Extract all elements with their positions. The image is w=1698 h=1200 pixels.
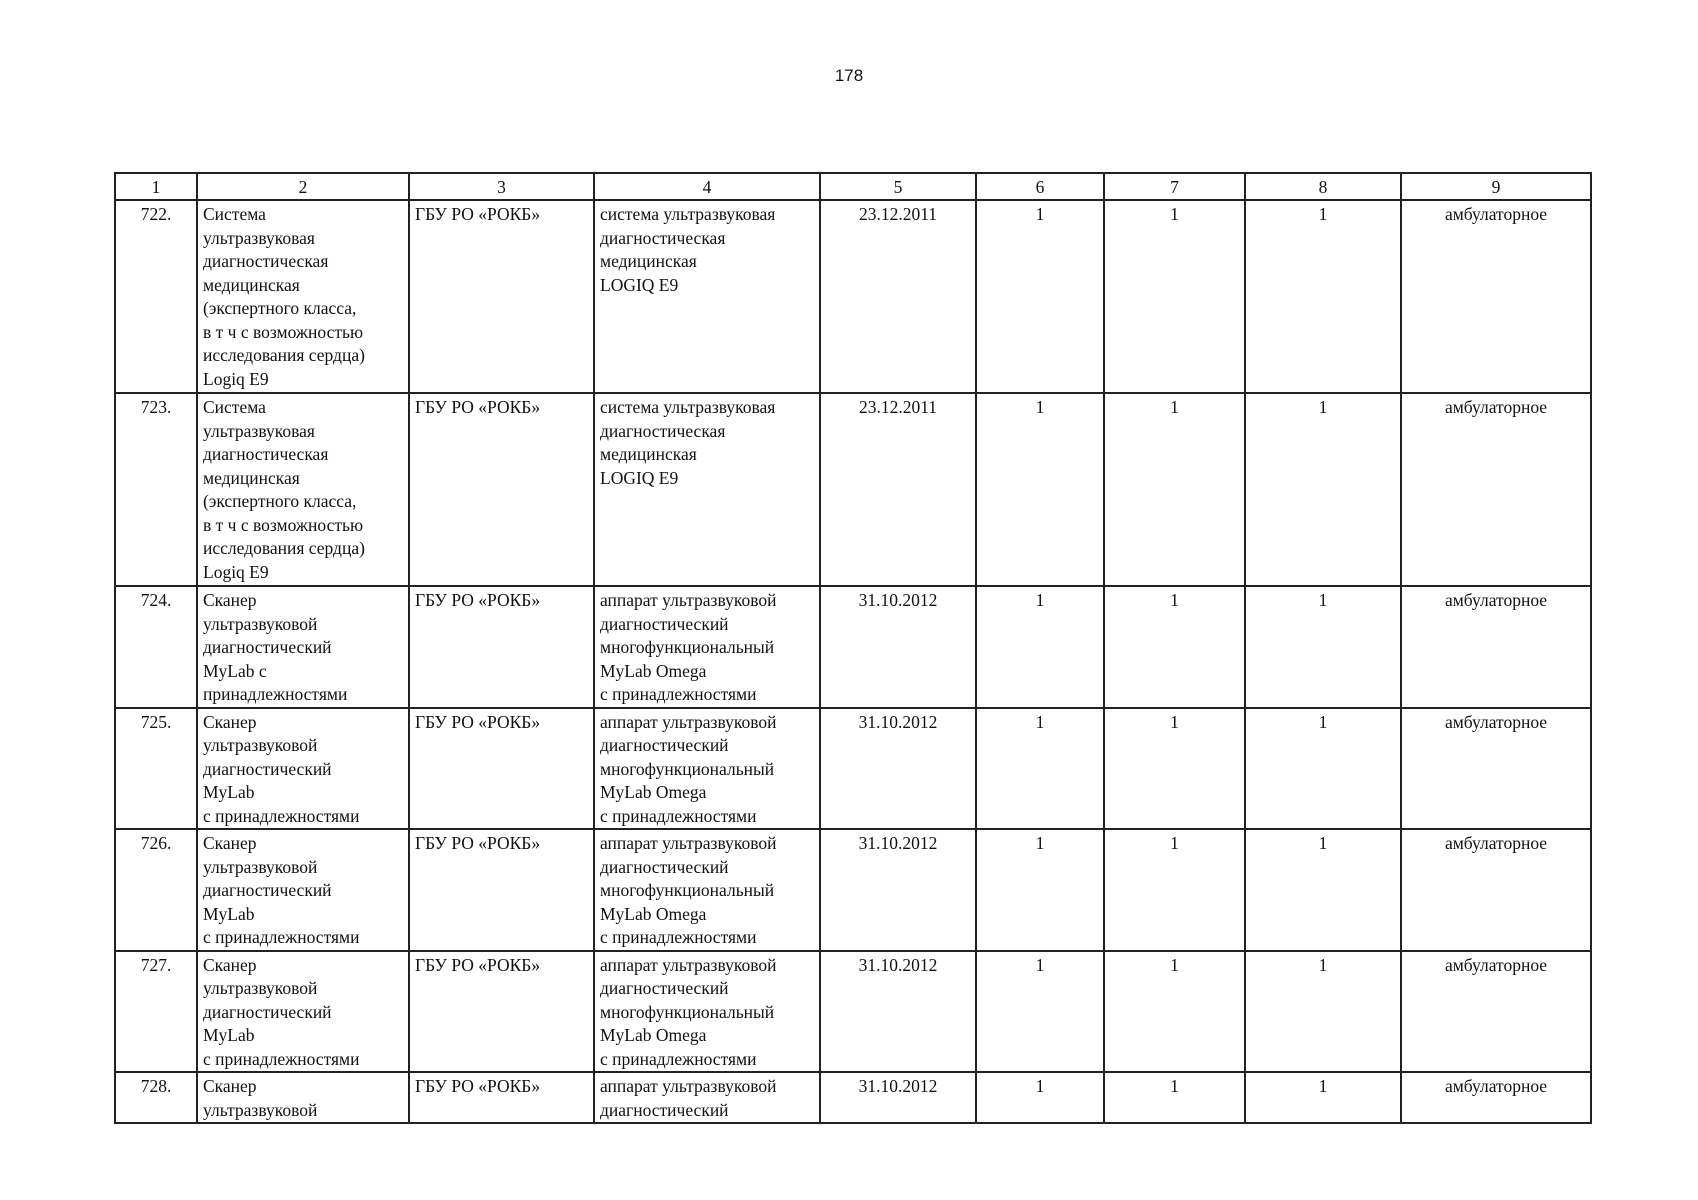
date-cell: 31.10.2012 [820, 951, 976, 1073]
equipment-model: аппарат ультразвуковой диагностический многофункциональный MyLab Omega с принадлежностями [594, 586, 820, 708]
column-7-value: 1 [1104, 708, 1245, 830]
table-row [115, 708, 1591, 830]
column-7-value: 1 [1104, 1072, 1245, 1123]
organization: ГБУ РО «РОКБ» [409, 200, 594, 393]
column-8-value: 1 [1245, 829, 1401, 951]
column-header-4: 4 [594, 173, 820, 200]
equipment-model: система ультразвуковая диагностическая медицинская LOGIQ E9 [594, 200, 820, 393]
table-row [115, 393, 1591, 586]
care-mode: амбулаторное [1401, 586, 1591, 708]
column-header-9: 9 [1401, 173, 1591, 200]
organization: ГБУ РО «РОКБ» [409, 393, 594, 586]
column-6-value: 1 [976, 708, 1104, 830]
row-number: 725. [115, 708, 197, 830]
date-cell: 23.12.2011 [820, 393, 976, 586]
date-cell: 31.10.2012 [820, 1072, 976, 1123]
equipment-name: Сканер ультразвуковой диагностический MyLab с принадлежностями [197, 829, 409, 951]
equipment-model: система ультразвуковая диагностическая медицинская LOGIQ E9 [594, 393, 820, 586]
equipment-model: аппарат ультразвуковой диагностический многофункциональный MyLab Omega с принадлежностями [594, 951, 820, 1073]
equipment-name: Система ультразвуковая диагностическая медицинская (экспертного класса, в т ч с возможностью исследования сердца) Logiq E9 [197, 200, 409, 393]
row-number: 726. [115, 829, 197, 951]
row-number: 727. [115, 951, 197, 1073]
care-mode: амбулаторное [1401, 200, 1591, 393]
row-number: 728. [115, 1072, 197, 1123]
column-7-value: 1 [1104, 951, 1245, 1073]
date-cell: 23.12.2011 [820, 200, 976, 393]
column-header-6: 6 [976, 173, 1104, 200]
column-header-8: 8 [1245, 173, 1401, 200]
equipment-name: Сканер ультразвуковой диагностический MyLab с принадлежностями [197, 951, 409, 1073]
column-6-value: 1 [976, 951, 1104, 1073]
column-7-value: 1 [1104, 200, 1245, 393]
column-6-value: 1 [976, 829, 1104, 951]
table-header-row [115, 173, 1591, 200]
table-row [115, 1072, 1591, 1123]
organization: ГБУ РО «РОКБ» [409, 951, 594, 1073]
row-number: 724. [115, 586, 197, 708]
equipment-registry-table [114, 172, 1592, 1124]
column-8-value: 1 [1245, 200, 1401, 393]
equipment-name: Система ультразвуковая диагностическая медицинская (экспертного класса, в т ч с возможностью исследования сердца) Logiq E9 [197, 393, 409, 586]
column-7-value: 1 [1104, 829, 1245, 951]
care-mode: амбулаторное [1401, 708, 1591, 830]
column-8-value: 1 [1245, 708, 1401, 830]
column-8-value: 1 [1245, 393, 1401, 586]
date-cell: 31.10.2012 [820, 708, 976, 830]
column-header-2: 2 [197, 173, 409, 200]
column-6-value: 1 [976, 200, 1104, 393]
equipment-model: аппарат ультразвуковой диагностический [594, 1072, 820, 1123]
care-mode: амбулаторное [1401, 393, 1591, 586]
equipment-name: Сканер ультразвуковой [197, 1072, 409, 1123]
column-6-value: 1 [976, 586, 1104, 708]
column-header-5: 5 [820, 173, 976, 200]
column-header-7: 7 [1104, 173, 1245, 200]
column-header-1: 1 [115, 173, 197, 200]
care-mode: амбулаторное [1401, 1072, 1591, 1123]
column-8-value: 1 [1245, 1072, 1401, 1123]
care-mode: амбулаторное [1401, 829, 1591, 951]
organization: ГБУ РО «РОКБ» [409, 586, 594, 708]
equipment-model: аппарат ультразвуковой диагностический многофункциональный MyLab Omega с принадлежностями [594, 829, 820, 951]
column-8-value: 1 [1245, 586, 1401, 708]
column-header-3: 3 [409, 173, 594, 200]
date-cell: 31.10.2012 [820, 586, 976, 708]
column-6-value: 1 [976, 393, 1104, 586]
column-8-value: 1 [1245, 951, 1401, 1073]
page-number: 178 [834, 66, 864, 85]
organization: ГБУ РО «РОКБ» [409, 708, 594, 830]
date-cell: 31.10.2012 [820, 829, 976, 951]
table-row [115, 829, 1591, 951]
equipment-name: Сканер ультразвуковой диагностический MyLab с принадлежностями [197, 586, 409, 708]
column-6-value: 1 [976, 1072, 1104, 1123]
column-7-value: 1 [1104, 393, 1245, 586]
table-row [115, 951, 1591, 1073]
table-row [115, 200, 1591, 393]
equipment-model: аппарат ультразвуковой диагностический многофункциональный MyLab Omega с принадлежностями [594, 708, 820, 830]
row-number: 723. [115, 393, 197, 586]
organization: ГБУ РО «РОКБ» [409, 1072, 594, 1123]
column-7-value: 1 [1104, 586, 1245, 708]
care-mode: амбулаторное [1401, 951, 1591, 1073]
row-number: 722. [115, 200, 197, 393]
table-row [115, 586, 1591, 708]
organization: ГБУ РО «РОКБ» [409, 829, 594, 951]
equipment-name: Сканер ультразвуковой диагностический MyLab с принадлежностями [197, 708, 409, 830]
